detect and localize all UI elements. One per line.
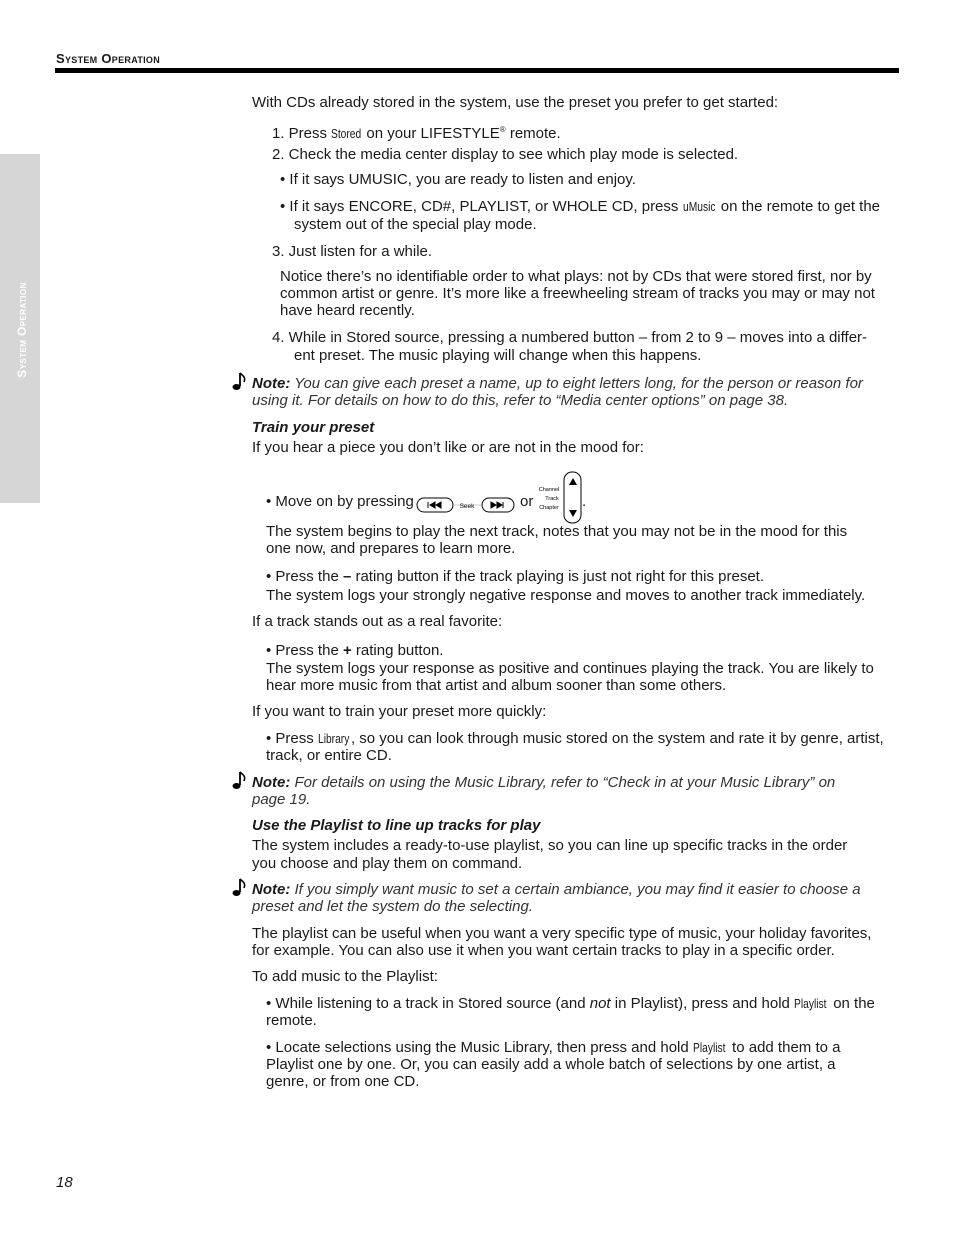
side-tab-label: System Operation <box>15 282 29 378</box>
note-3 <box>252 881 861 898</box>
bullet-locate-line-2: Playlist one by one. Or, you can easily add a whole batch of selections by one artist, a <box>266 1056 836 1073</box>
train-heading: Train your preset <box>252 419 375 436</box>
seek-buttons-icon <box>416 496 516 515</box>
move-on-desc-1: The system begins to play the next track, notes that you may not be in the mood for this <box>266 523 848 540</box>
bullet-locate-line-3: genre, or from one CD. <box>266 1073 420 1090</box>
note-1-label: Note: <box>252 375 291 392</box>
playlist-key-label: Playlist <box>794 997 827 1011</box>
note-2-text: For details on using the Music Library, refer to “Check in at your Music Library” on <box>290 774 836 791</box>
notice-line-2: common artist or genre. It’s more like a freewheeling stream of tracks you may or may not <box>280 285 875 302</box>
intro-text: With CDs already stored in the system, use the preset you prefer to get started: <box>252 94 779 111</box>
running-header <box>56 51 160 66</box>
press-plus <box>266 642 443 659</box>
music-note-icon <box>231 878 247 898</box>
to-add-text: To add music to the Playlist: <box>252 968 438 985</box>
step-4-line-1: 4. While in Stored source, pressing a numbered button – from 2 to 9 – moves into a differ- <box>272 329 868 346</box>
quickly-text: If you want to train your preset more quickly: <box>252 703 547 720</box>
playlist-key-label: Playlist <box>692 1041 726 1055</box>
playlist-line-1: The system includes a ready-to-use playlist, so you can line up specific tracks in the order <box>252 837 848 854</box>
move-on-desc-2: one now, and prepares to learn more. <box>266 540 516 557</box>
press-minus-pre: • Press the <box>266 568 343 585</box>
playlist-useful-2: for example. You can also use it when you want certain tracks to play in a specific order. <box>252 942 835 959</box>
bullet-listen-line-2: remote. <box>266 1012 317 1029</box>
note-3-text: If you simply want music to set a certain ambiance, you may find it easier to choose a <box>290 881 861 898</box>
bullet-listen-pre: • While listening to a track in Stored source (and <box>266 995 590 1012</box>
bullet-encore <box>280 198 880 216</box>
playlist-heading: Use the Playlist to line up tracks for play <box>252 817 541 834</box>
header-title: System Operation <box>56 51 161 66</box>
step-3: 3. Just listen for a while. <box>272 243 433 260</box>
or-text: or <box>520 493 534 510</box>
playlist-useful-1: The playlist can be useful when you want a very specific type of music, your holiday favorites, <box>252 925 872 942</box>
move-on-text: • Move on by pressing <box>266 493 414 510</box>
header-rule <box>55 68 899 73</box>
plus-key-label: + <box>342 642 352 659</box>
press-library-line-2: track, or entire CD. <box>266 747 392 764</box>
note-3-line-2: preset and let the system do the selecting. <box>252 898 533 915</box>
press-plus-line-3: hear more music from that artist and album sooner than some others. <box>266 677 727 694</box>
step-1-post: on your LIFESTYLE <box>362 125 500 142</box>
registered-mark: ® <box>499 125 506 134</box>
step-1-end: remote. <box>505 125 561 142</box>
note-1-line-2: using it. For details on how to do this, refer to “Media center options” on page 38. <box>252 392 789 409</box>
notice-line-3: have heard recently. <box>280 302 415 319</box>
seek-label: Seek <box>459 503 475 510</box>
music-note-icon <box>231 372 247 392</box>
notice-line-1: Notice there’s no identifiable order to what plays: not by CDs that were stored first, nor by <box>280 268 872 285</box>
press-library-pre: • Press <box>266 730 318 747</box>
step-2: 2. Check the media center display to see which play mode is selected. <box>272 146 739 163</box>
bullet-listen-post: on the <box>829 995 875 1012</box>
channel-track-chapter-icon <box>536 471 586 525</box>
bullet-encore-pre: • If it says ENCORE, CD#, PLAYLIST, or WHOLE CD, press <box>280 198 683 215</box>
chapter-label: Chapter <box>539 505 559 511</box>
train-intro: If you hear a piece you don’t like or are not in the mood for: <box>252 439 644 456</box>
press-minus-post: rating button if the track playing is just not right for this preset. <box>351 568 765 585</box>
press-plus-post: rating button. <box>351 642 444 659</box>
step-1 <box>272 121 561 143</box>
bullet-umusic: • If it says UMUSIC, you are ready to listen and enjoy. <box>280 171 636 188</box>
note-1-text: You can give each preset a name, up to eight letters long, for the person or reason for <box>290 375 863 392</box>
note-2 <box>252 774 835 791</box>
minus-key-label: – <box>342 568 352 585</box>
press-minus <box>266 568 764 585</box>
press-library-post: , so you can look through music stored on the system and rate it by genre, artist, <box>350 730 884 747</box>
step-1-pre: 1. Press <box>272 125 332 142</box>
favorite-text: If a track stands out as a real favorite: <box>252 613 503 630</box>
channel-label: Channel <box>538 487 560 493</box>
press-plus-line-2: The system logs your response as positive and continues playing the track. You are likely to <box>266 660 874 677</box>
note-2-label: Note: <box>252 774 291 791</box>
bullet-listen-mid: in Playlist), press and hold <box>610 995 795 1012</box>
page-number: 18 <box>56 1174 73 1191</box>
track-label: Track <box>545 496 559 502</box>
press-plus-pre: • Press the <box>266 642 343 659</box>
umusic-key-label: uMusic <box>682 200 716 214</box>
step-4-line-2: ent preset. The music playing will change when this happens. <box>294 347 702 364</box>
stored-key-label: Stored <box>331 127 362 141</box>
period-text: . <box>582 493 587 510</box>
bullet-encore-line2: system out of the special play mode. <box>294 216 537 233</box>
bullet-locate <box>266 1039 840 1057</box>
press-library <box>266 730 884 748</box>
bullet-locate-post: to add them to a <box>727 1039 841 1056</box>
note-1 <box>252 375 863 392</box>
bullet-listen <box>266 995 875 1013</box>
bullet-listen-em: not <box>589 995 611 1012</box>
playlist-line-2: you choose and play them on command. <box>252 855 523 872</box>
library-key-label: Library <box>317 732 350 746</box>
music-note-icon <box>231 771 247 791</box>
note-3-label: Note: <box>252 881 291 898</box>
press-minus-line-2: The system logs your strongly negative response and moves to another track immediately. <box>266 587 866 604</box>
note-2-line-2: page 19. <box>252 791 311 808</box>
bullet-locate-pre: • Locate selections using the Music Library, then press and hold <box>266 1039 693 1056</box>
bullet-encore-post: on the remote to get the <box>716 198 881 215</box>
